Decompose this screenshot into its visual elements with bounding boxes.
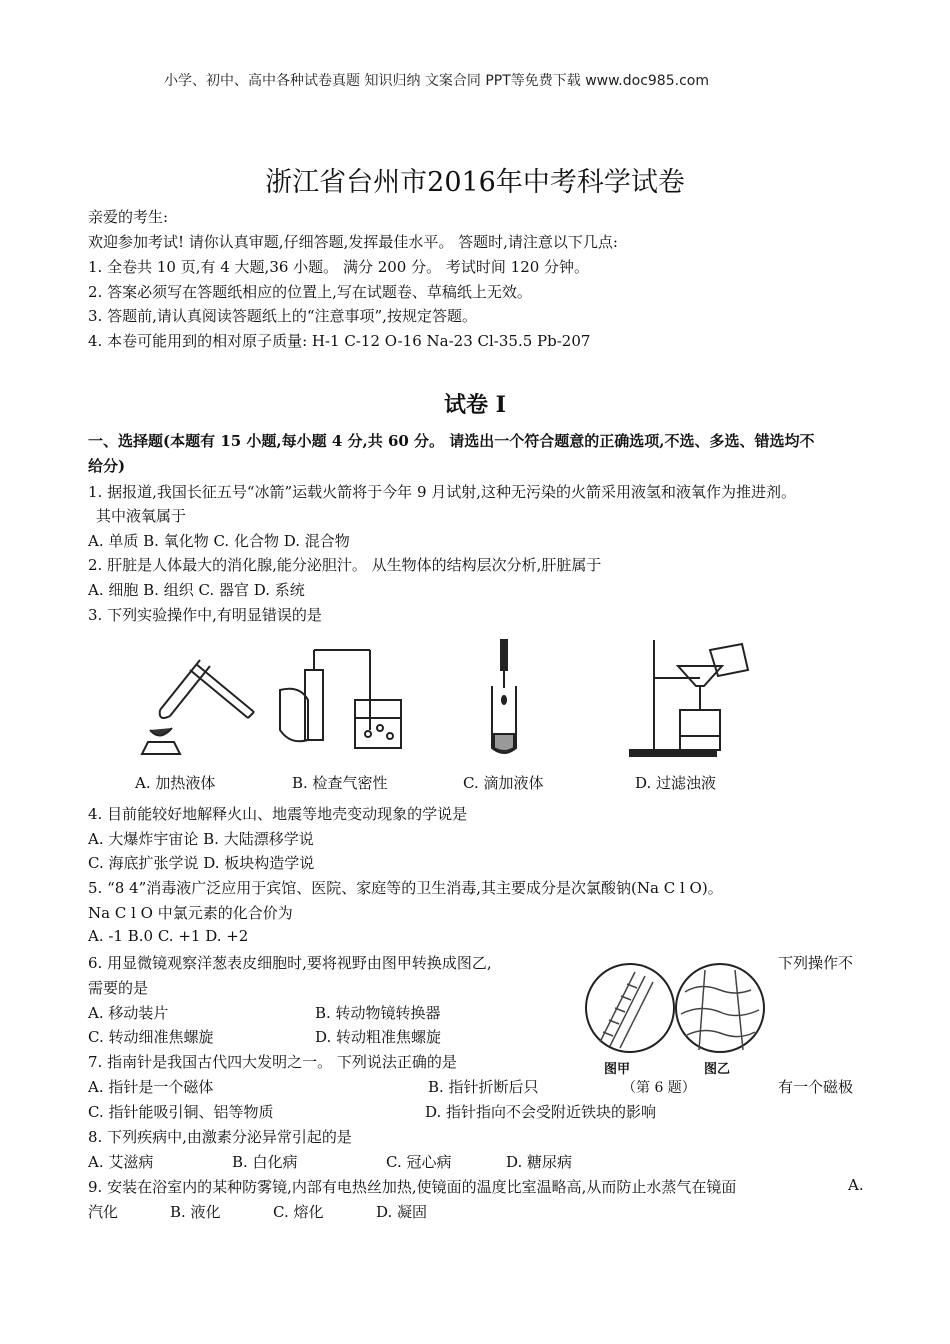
caption-d: D. 过滤浊液: [635, 774, 717, 792]
microscope-figure: [575, 962, 775, 1054]
question-7-option-d: D. 指针指向不会受附近铁块的影响: [425, 1103, 657, 1121]
figure-jia-label: 图甲: [604, 1062, 631, 1077]
question-8: 8. 下列疾病中,由激素分泌异常引起的是: [88, 1128, 352, 1146]
caption-c: C. 滴加液体: [463, 774, 544, 792]
question-9-option-c: C. 熔化: [273, 1203, 324, 1221]
question-5-cont: Na C l O 中氯元素的化合价为: [88, 904, 293, 922]
question-9: 9. 安装在浴室内的某种防雾镜,内部有电热丝加热,使镜面的温度比室温略高,从而防止水蒸气在镜面: [88, 1178, 737, 1196]
question-1: 1. 据报道,我国长征五号“冰箭”运载火箭将于今年 9 月试射,这种无污染的火箭采用液氢和液氧作为推进剂。: [88, 483, 797, 501]
question-2-options: A. 细胞 B. 组织 C. 器官 D. 系统: [88, 581, 305, 599]
question-9-option-a-label: A.: [848, 1176, 864, 1194]
heating-liquid-illustration: [142, 660, 254, 754]
page-header: 小学、初中、高中各种试卷真题 知识归纳 文案合同 PPT等免费下载 www.doc985.com: [164, 73, 709, 89]
note-2: 2. 答案必须写在答题纸相应的位置上,写在试题卷、草稿纸上无效。: [88, 283, 532, 301]
question-6-option-c: C. 转动细准焦螺旋: [88, 1028, 214, 1046]
question-3: 3. 下列实验操作中,有明显错误的是: [88, 606, 322, 624]
question-8-option-a: A. 艾滋病: [88, 1153, 154, 1171]
page-title: 浙江省台州市2016年中考科学试卷: [265, 167, 685, 198]
note-1: 1. 全卷共 10 页,有 4 大题,36 小题。 满分 200 分。 考试时间 120 分钟。: [88, 258, 590, 276]
question-7-option-c: C. 指针能吸引铜、铝等物质: [88, 1103, 274, 1121]
question-6-tail: 下列操作不: [778, 954, 854, 972]
welcome-text: 欢迎参加考试! 请你认真审题,仔细答题,发挥最佳水平。 答题时,请注意以下几点:: [88, 233, 618, 251]
question-6-option-a: A. 移动装片: [88, 1004, 169, 1022]
note-3: 3. 答题前,请认真阅读答题纸上的“注意事项”,按规定答题。: [88, 307, 477, 325]
question-7: 7. 指南针是我国古代四大发明之一。 下列说法正确的是: [88, 1053, 457, 1071]
section-heading-cont: 给分): [88, 457, 126, 475]
question-7-option-b-tail: 有一个磁极: [778, 1078, 854, 1096]
greeting: 亲爱的考生:: [88, 208, 169, 226]
question-8-option-d: D. 糖尿病: [506, 1153, 573, 1171]
question-5-options: A. -1 B.0 C. +1 D. +2: [88, 927, 249, 945]
caption-a: A. 加热液体: [135, 774, 216, 792]
question-9-option-d: D. 凝固: [376, 1203, 428, 1221]
filtration-illustration: [630, 640, 748, 756]
question-4-options-2: C. 海底扩张学说 D. 板块构造学说: [88, 854, 315, 872]
question-4-options-1: A. 大爆炸宇宙论 B. 大陆漂移学说: [88, 830, 314, 848]
question-8-option-c: C. 冠心病: [386, 1153, 452, 1171]
question-1-cont: 其中液氧属于: [96, 507, 187, 525]
question-5: 5. “8 4”消毒液广泛应用于宾馆、医院、家庭等的卫生消毒,其主要成分是次氯酸钠(Na C l O)。: [88, 879, 723, 897]
question-7-option-b: B. 指针折断后只: [428, 1078, 539, 1096]
question-8-option-b: B. 白化病: [232, 1153, 298, 1171]
q3-figure: [130, 630, 770, 770]
question-2: 2. 肝脏是人体最大的消化腺,能分泌胆汁。 从生物体的结构层次分析,肝脏属于: [88, 556, 602, 574]
question-9-option-a: 汽化: [88, 1203, 119, 1221]
question-6-option-d: D. 转动粗准焦螺旋: [315, 1028, 442, 1046]
question-1-options: A. 单质 B. 氧化物 C. 化合物 D. 混合物: [88, 532, 350, 550]
section-heading: 一、选择题(本题有 15 小题,每小题 4 分,共 60 分。 请选出一个符合题意的正确选项,不选、多选、错选均不: [88, 432, 815, 450]
figure-caption: （第 6 题）: [622, 1080, 696, 1096]
question-9-option-b: B. 液化: [170, 1203, 221, 1221]
caption-b: B. 检查气密性: [292, 774, 388, 792]
note-4: 4. 本卷可能用到的相对原子质量: H-1 C-12 O-16 Na-23 Cl-35.5 Pb-207: [88, 332, 591, 350]
dropping-liquid-illustration: [492, 640, 516, 753]
question-4: 4. 目前能较好地解释火山、地震等地壳变动现象的学说是: [88, 805, 468, 823]
section-title: 试卷 I: [444, 392, 506, 418]
air-tightness-illustration: [280, 650, 401, 748]
question-7-option-a: A. 指针是一个磁体: [88, 1078, 214, 1096]
figure-yi-label: 图乙: [704, 1062, 731, 1077]
question-6-option-b: B. 转动物镜转换器: [315, 1004, 441, 1022]
question-6-cont: 需要的是: [88, 979, 149, 997]
question-6: 6. 用显微镜观察洋葱表皮细胞时,要将视野由图甲转换成图乙,: [88, 954, 492, 972]
